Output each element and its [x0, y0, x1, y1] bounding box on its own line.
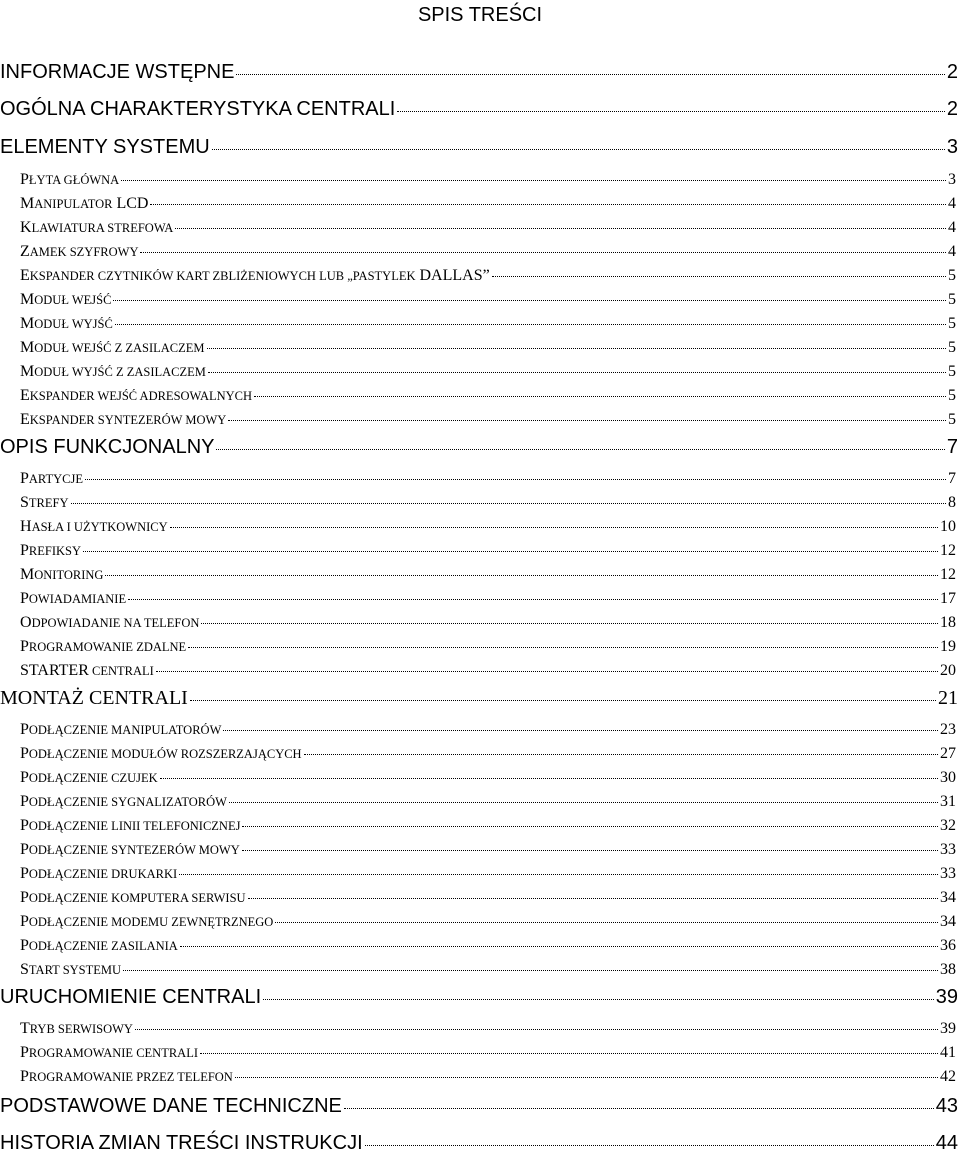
toc-entry-rest: ARTYCJE — [28, 472, 84, 486]
toc-entry[interactable] — [0, 1131, 958, 1155]
toc-page-number: 18 — [940, 614, 956, 631]
toc-entry-initial: M — [20, 339, 35, 356]
toc-entry-rest: KSPANDER CZYTNIKÓW KART ZBLIŻENIOWYCH LUB „PASTYLEK — [29, 269, 416, 283]
toc-entry[interactable] — [0, 435, 958, 459]
toc-page-number: 17 — [940, 590, 956, 607]
toc-leader-dots — [188, 647, 938, 648]
toc-entry-initial: M — [20, 195, 35, 212]
toc-leader-dots — [207, 348, 947, 349]
toc-entry[interactable] — [20, 768, 956, 788]
toc-entry-rest: ODUŁ WYJŚĆ — [34, 317, 113, 331]
toc-page-number: 4 — [948, 243, 956, 260]
toc-page-number: 5 — [948, 267, 956, 284]
toc-page-number: 20 — [940, 662, 956, 679]
toc-leader-dots — [242, 850, 938, 851]
toc-entry-label — [20, 194, 148, 214]
toc-page-number: 5 — [948, 291, 956, 308]
toc-entry-rest: DPOWIADANIE NA TELEFON — [31, 616, 200, 630]
toc-entry-rest: KSPANDER SYNTEZERÓW MOWY — [29, 413, 227, 427]
toc-entry-label: OGÓLNA CHARAKTERYSTYKA CENTRALI — [0, 98, 396, 120]
toc-page-number: 2 — [946, 98, 958, 120]
toc-entry-label: URUCHOMIENIE CENTRALI — [0, 986, 262, 1008]
toc-entry-rest: ODŁĄCZENIE ZASILANIA — [28, 939, 178, 953]
toc-entry-rest: RYB SERWISOWY — [29, 1022, 133, 1036]
toc-entry-rest: ODŁĄCZENIE SYGNALIZATORÓW — [28, 795, 227, 809]
toc-leader-dots — [180, 946, 938, 947]
toc-entry-initial: P — [20, 745, 29, 762]
toc-entry-initial: P — [20, 817, 29, 834]
toc-entry-label — [20, 170, 119, 190]
toc-entry-label — [20, 314, 113, 334]
toc-leader-dots — [160, 778, 938, 779]
toc-page-number: 23 — [940, 721, 956, 738]
toc-page-number: 34 — [940, 889, 956, 906]
toc-entry-label — [20, 242, 138, 262]
toc-entry[interactable] — [0, 985, 958, 1009]
toc-entry-label — [20, 720, 221, 740]
toc-page-number: 12 — [940, 566, 956, 583]
toc-leader-dots — [128, 599, 938, 600]
toc-entry[interactable] — [20, 1019, 956, 1039]
toc-page-number: 38 — [940, 961, 956, 978]
toc-entry-initial: STARTER — [20, 662, 89, 679]
toc-leader-dots — [105, 575, 938, 576]
toc-entry-rest: TART SYSTEMU — [28, 963, 122, 977]
toc-entry-label — [20, 960, 121, 980]
toc-leader-dots — [83, 551, 938, 552]
toc-entry[interactable] — [20, 362, 956, 382]
toc-leader-dots — [223, 730, 938, 731]
toc-entry-rest: AMEK SZYFROWY — [29, 245, 139, 259]
toc-page-number: 30 — [940, 769, 956, 786]
toc-entry[interactable] — [20, 840, 956, 860]
toc-entry-label — [20, 744, 302, 764]
toc-page-number: 4 — [948, 219, 956, 236]
toc-leader-dots — [85, 479, 946, 480]
toc-entry-initial: P — [20, 638, 29, 655]
toc-entry[interactable] — [20, 888, 956, 908]
toc-entry-initial: P — [20, 542, 29, 559]
toc-entry-rest: ODŁĄCZENIE CZUJEK — [28, 771, 158, 785]
toc-leader-dots — [344, 1108, 934, 1109]
toc-leader-dots — [263, 999, 934, 1000]
toc-page-number: 34 — [940, 913, 956, 930]
toc-entry[interactable] — [20, 637, 956, 657]
toc-leader-dots — [190, 700, 936, 701]
toc-entry[interactable] — [20, 386, 956, 406]
toc-entry-label — [20, 864, 177, 884]
toc-entry-rest: ODŁĄCZENIE MODEMU ZEWNĘTRZNEGO — [28, 915, 274, 929]
toc-entry-suffix: DALLAS” — [415, 267, 490, 284]
toc-entry[interactable] — [20, 816, 956, 836]
toc-entry-rest: ROGRAMOWANIE CENTRALI — [28, 1046, 198, 1060]
toc-entry[interactable] — [0, 1094, 958, 1118]
toc-entry-initial: P — [20, 1068, 29, 1085]
toc-entry-label — [20, 936, 178, 956]
toc-page-number: 2 — [946, 61, 958, 83]
toc-entry-label — [20, 840, 240, 860]
toc-entry-initial: E — [20, 267, 30, 284]
toc-entry-rest: ODUŁ WEJŚĆ Z ZASILACZEM — [34, 341, 205, 355]
toc-entry-label — [20, 1043, 198, 1063]
toc-entry-rest: ODŁĄCZENIE LINII TELEFONICZNEJ — [28, 819, 241, 833]
toc-leader-dots — [236, 74, 944, 75]
toc-page-number: 5 — [948, 339, 956, 356]
toc-leader-dots — [304, 754, 938, 755]
toc-entry-rest: ROGRAMOWANIE ZDALNE — [28, 640, 187, 654]
page-title: SPIS TREŚCI — [417, 4, 543, 26]
toc-entry-initial: M — [20, 315, 35, 332]
toc-entry[interactable] — [20, 661, 956, 681]
toc-entry-label — [20, 541, 81, 561]
toc-entry-initial: P — [20, 937, 29, 954]
toc-entry[interactable] — [20, 314, 956, 334]
toc-entry[interactable] — [0, 97, 958, 121]
toc-entry-rest: ODŁĄCZENIE DRUKARKI — [28, 867, 178, 881]
toc-leader-dots — [365, 1145, 934, 1146]
toc-entry-rest: ONITORING — [34, 568, 104, 582]
toc-entry-rest: ODUŁ WEJŚĆ — [34, 293, 112, 307]
toc-entry-label — [20, 565, 103, 585]
toc-entry-rest: CENTRALI — [88, 664, 154, 678]
toc-entry-initial: T — [20, 1020, 30, 1037]
toc-entry-initial: P — [20, 913, 29, 930]
toc-entry-initial: P — [20, 721, 29, 738]
toc-leader-dots — [235, 1077, 938, 1078]
toc-entry-label — [20, 637, 186, 657]
toc-leader-dots — [216, 449, 944, 450]
toc-leader-dots — [156, 671, 938, 672]
toc-page-number: 7 — [946, 436, 958, 458]
toc-entry[interactable] — [20, 469, 956, 489]
toc-page-number: 39 — [940, 1020, 956, 1037]
toc-entry-label — [20, 493, 69, 513]
toc-entry-label — [20, 469, 83, 489]
toc-entry-label — [20, 912, 273, 932]
toc-entry[interactable] — [20, 744, 956, 764]
toc-entry-initial: E — [20, 411, 30, 428]
toc-entry-rest: OWIADAMIANIE — [28, 592, 127, 606]
toc-entry-label: OPIS FUNKCJONALNY — [0, 436, 215, 458]
toc-entry-label — [20, 661, 154, 681]
toc-page-number: 7 — [948, 470, 956, 487]
toc-entry[interactable] — [20, 410, 956, 430]
toc-entry-rest: ODŁĄCZENIE SYNTEZERÓW MOWY — [28, 843, 240, 857]
toc-leader-dots — [492, 276, 946, 277]
toc-entry[interactable] — [20, 1067, 956, 1087]
toc-entry-label — [20, 218, 173, 238]
toc-entry-label — [20, 266, 490, 286]
toc-entry-initial: P — [20, 171, 29, 188]
toc-entry-label — [20, 386, 252, 406]
toc-entry-label — [20, 1019, 133, 1039]
toc-entry-rest: LAWIATURA STREFOWA — [31, 221, 174, 235]
toc-entry-initial: S — [20, 494, 29, 511]
toc-entry-label — [20, 338, 205, 358]
toc-entry-label: INFORMACJE WSTĘPNE — [0, 61, 235, 83]
toc-page-number: 10 — [940, 518, 956, 535]
toc-entry-label: ELEMENTY SYSTEMU — [0, 136, 210, 158]
toc-entry[interactable] — [20, 541, 956, 561]
toc-entry-label — [20, 410, 226, 430]
toc-page-number: 19 — [940, 638, 956, 655]
toc-entry-initial: P — [20, 1044, 29, 1061]
toc-page-number: 8 — [948, 494, 956, 511]
toc-leader-dots — [254, 396, 946, 397]
toc-leader-dots — [201, 623, 938, 624]
toc-entry-label: PODSTAWOWE DANE TECHNICZNE — [0, 1095, 342, 1117]
toc-page-number: 27 — [940, 745, 956, 762]
toc-page-number: 41 — [940, 1044, 956, 1061]
toc-entry-initial: P — [20, 769, 29, 786]
toc-page-number: 32 — [940, 817, 956, 834]
toc-entry-initial: M — [20, 566, 35, 583]
toc-entry[interactable] — [0, 135, 958, 159]
toc-leader-dots — [229, 802, 938, 803]
toc-page-number: 21 — [938, 687, 958, 709]
toc-entry[interactable] — [20, 792, 956, 812]
toc-entry[interactable] — [20, 589, 956, 609]
toc-leader-dots — [135, 1029, 938, 1030]
toc-leader-dots — [71, 503, 947, 504]
toc-leader-dots — [150, 204, 946, 205]
toc-entry-rest: ANIPULATOR — [34, 197, 113, 211]
toc-entry-initial: E — [20, 387, 30, 404]
toc-page-number: 12 — [940, 542, 956, 559]
toc-entry-initial: P — [20, 865, 29, 882]
toc-entry-label — [20, 613, 199, 633]
toc-entry[interactable] — [20, 613, 956, 633]
toc-entry[interactable] — [20, 936, 956, 956]
toc-entry[interactable] — [20, 864, 956, 884]
toc-entry[interactable] — [20, 720, 956, 740]
toc-leader-dots — [121, 180, 946, 181]
toc-page-number: 5 — [948, 363, 956, 380]
toc-leader-dots — [228, 420, 946, 421]
toc-entry[interactable] — [20, 912, 956, 932]
toc-entry-initial: P — [20, 889, 29, 906]
toc-leader-dots — [175, 228, 946, 229]
toc-entry[interactable] — [20, 960, 956, 980]
toc-entry-rest: ODŁĄCZENIE MODUŁÓW ROZSZERZAJĄCYCH — [28, 747, 302, 761]
toc-entry[interactable] — [20, 1043, 956, 1063]
toc-leader-dots — [242, 826, 938, 827]
toc-entry-rest: ROGRAMOWANIE PRZEZ TELEFON — [28, 1070, 233, 1084]
toc-leader-dots — [248, 898, 938, 899]
toc-page-number: 44 — [935, 1132, 958, 1154]
toc-leader-dots — [179, 874, 938, 875]
toc-entry-initial: P — [20, 793, 29, 810]
toc-page-number: 5 — [948, 387, 956, 404]
toc-leader-dots — [140, 252, 946, 253]
toc-leader-dots — [200, 1053, 938, 1054]
toc-entry-label — [20, 888, 246, 908]
toc-page-number: 5 — [948, 411, 956, 428]
toc-leader-dots — [115, 324, 946, 325]
toc-entry-rest: ASŁA I UŻYTKOWNICY — [31, 520, 168, 534]
toc-leader-dots — [275, 922, 938, 923]
toc-page-number: 36 — [940, 937, 956, 954]
toc-entry-initial: M — [20, 363, 35, 380]
toc-page-number: 3 — [948, 171, 956, 188]
toc-entry-label: HISTORIA ZMIAN TREŚCI INSTRUKCJI — [0, 1132, 363, 1154]
toc-entry-rest: REFIKSY — [28, 544, 81, 558]
toc-entry-rest: KSPANDER WEJŚĆ ADRESOWALNYCH — [29, 389, 253, 403]
toc-entry[interactable] — [0, 60, 958, 84]
toc-entry[interactable] — [20, 170, 956, 190]
toc-entry-label — [20, 768, 158, 788]
toc-entry-initial: K — [20, 219, 32, 236]
toc-leader-dots — [397, 111, 945, 112]
toc-entry[interactable] — [20, 565, 956, 585]
toc-page-number: 4 — [948, 195, 956, 212]
toc-entry-initial: P — [20, 470, 29, 487]
toc-entry-label — [20, 792, 227, 812]
toc-entry-initial: S — [20, 961, 29, 978]
toc-entry[interactable] — [20, 517, 956, 537]
toc-page-number: 42 — [940, 1068, 956, 1085]
toc-leader-dots — [113, 300, 946, 301]
toc-entry[interactable] — [20, 242, 956, 262]
toc-entry-initial: P — [20, 841, 29, 858]
toc-entry-label — [20, 1067, 233, 1087]
toc-page-number: 33 — [940, 841, 956, 858]
toc-entry-initial: M — [20, 291, 35, 308]
toc-entry-initial: Z — [20, 243, 30, 260]
toc-page-number: 31 — [940, 793, 956, 810]
toc-leader-dots — [208, 372, 946, 373]
toc-entry-rest: TREFY — [28, 496, 69, 510]
toc-entry-initial: H — [20, 518, 32, 535]
toc-page-number: 3 — [946, 136, 958, 158]
toc-leader-dots — [170, 527, 938, 528]
toc-page-number: 5 — [948, 315, 956, 332]
toc-page-number: 43 — [935, 1095, 958, 1117]
toc-entry[interactable] — [20, 338, 956, 358]
toc-entry[interactable] — [20, 493, 956, 513]
toc-entry-initial: P — [20, 590, 29, 607]
toc-entry-label — [20, 816, 240, 836]
toc-entry[interactable] — [20, 194, 956, 214]
toc-entry-rest: ŁYTA GŁÓWNA — [28, 173, 120, 187]
toc-entry-rest: ODŁĄCZENIE MANIPULATORÓW — [28, 723, 222, 737]
toc-entry-label — [20, 362, 206, 382]
toc-page-number: 33 — [940, 865, 956, 882]
toc-entry[interactable] — [20, 218, 956, 238]
toc-entry[interactable] — [20, 266, 956, 286]
toc-entry-label: MONTAŻ CENTRALI — [0, 687, 188, 709]
toc-entry-label — [20, 290, 111, 310]
toc-leader-dots — [123, 970, 938, 971]
toc-entry-initial: O — [20, 614, 32, 631]
toc-entry-label — [20, 589, 126, 609]
toc-leader-dots — [212, 149, 945, 150]
toc-entry-label — [20, 517, 168, 537]
toc-entry[interactable] — [20, 290, 956, 310]
toc-entry-suffix: LCD — [112, 195, 149, 212]
toc-entry-rest: ODŁĄCZENIE KOMPUTERA SERWISU — [28, 891, 246, 905]
toc-page-number: 39 — [935, 986, 958, 1008]
toc-entry[interactable] — [0, 686, 958, 710]
toc-entry-rest: ODUŁ WYJŚĆ Z ZASILACZEM — [34, 365, 206, 379]
